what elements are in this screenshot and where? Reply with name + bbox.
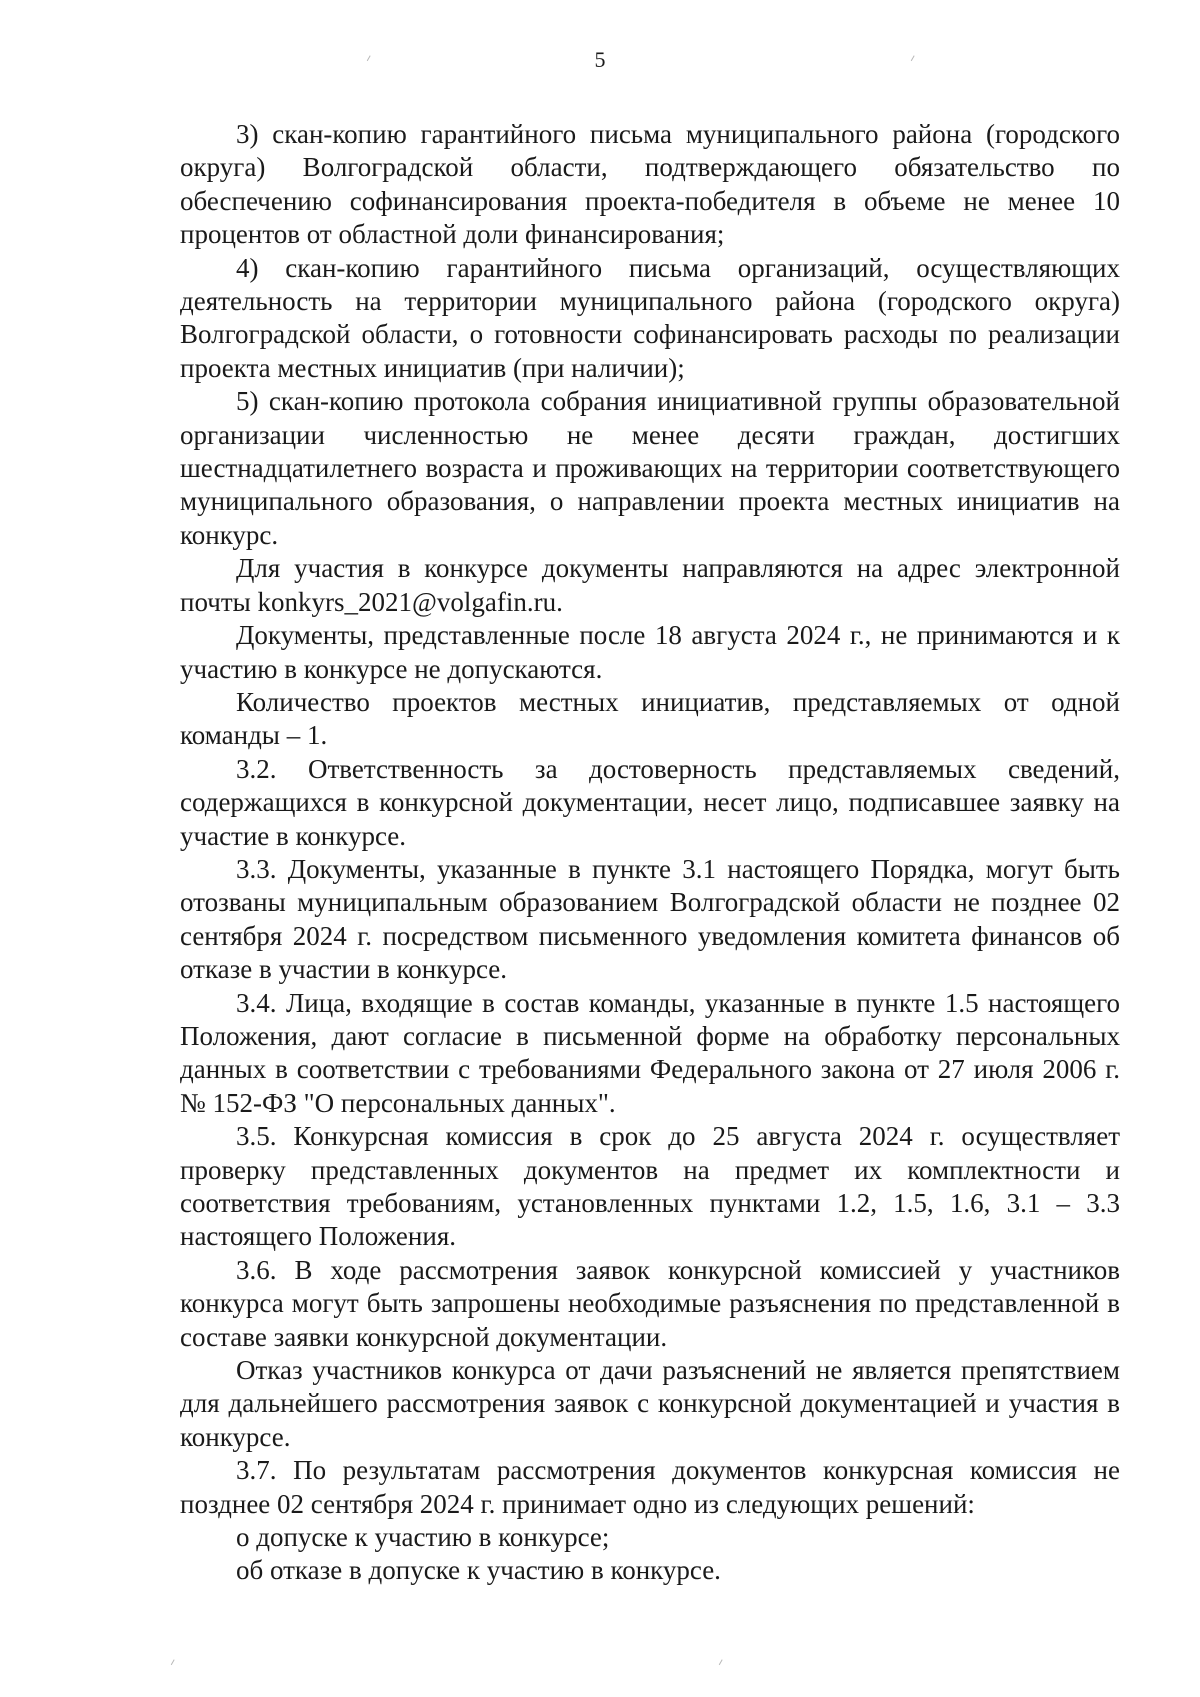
paragraph-3-7: 3.7. По результатам рассмотрения документов конкурсная комиссия не позднее 02 сентября 2024 г. принимает одно из следующих решений: <box>180 1455 1120 1519</box>
paragraph-3-5: 3.5. Конкурсная комиссия в срок до 25 августа 2024 г. осуществляет проверку представленных документов на предмет их комплектности и соответствия требованиям, установленных пунктами 1.2, 1.5, 1.6, 3.1 – 3.3 настоящего Положения. <box>180 1121 1120 1252</box>
paragraph-3-4: 3.4. Лица, входящие в состав команды, указанные в пункте 1.5 настоящего Положения, дают согласие в письменной форме на обработку персональных данных в соответствии с требованиями Федерального закона от 27 июля 2006 г. № 152-ФЗ "О персональных данных". <box>180 987 1120 1118</box>
paragraph-3-2: 3.2. Ответственность за достоверность представляемых сведений, содержащихся в конкурсной документации, несет лицо, подписавшее заявку на участие в конкурсе. <box>180 753 1120 851</box>
paragraph-item-4: 4) скан-копию гарантийного письма организаций, осуществляющих деятельность на территории муниципального района (городского округа) Волгоградской области, о готовности софинансировать расходы по реализации проекта местных инициатив (при наличии); <box>180 252 1120 383</box>
decision-option-refuse: об отказе в допуске к участию в конкурсе. <box>236 1555 721 1586</box>
document-body <box>180 118 1120 1588</box>
page-number: 5 <box>594 47 606 72</box>
decision-option-admit: о допуске к участию в конкурсе; <box>236 1522 610 1553</box>
scan-mark <box>171 1659 177 1666</box>
paragraph-item-3: 3) скан-копию гарантийного письма муниципального района (городского округа) Волгоградской области, подтверждающего обязательство по обеспечению софинансирования проекта-победителя в объеме не менее 10 процентов от областной доли финансирования; <box>180 119 1120 250</box>
paragraph-3-6: 3.6. В ходе рассмотрения заявок конкурсной комиссией у участников конкурса могут быть запрошены необходимые разъяснения по представленной в составе заявки конкурсной документации. <box>180 1254 1120 1352</box>
paragraph-refusal: Отказ участников конкурса от дачи разъяснений не является препятствием для дальнейшего рассмотрения заявок с конкурсной документацией и участия в конкурсе. <box>180 1355 1120 1452</box>
paragraph-project-count: Количество проектов местных инициатив, представляемых от одной команды – 1. <box>180 686 1120 751</box>
paragraph-deadline: Документы, представленные после 18 августа 2024 г., не принимаются и к участию в конкурсе не допускаются. <box>180 620 1120 684</box>
paragraph-3-3: 3.3. Документы, указанные в пункте 3.1 настоящего Порядка, могут быть отозваны муниципальным образованием Волгоградской области не позднее 02 сентября 2024 г. посредством письменного уведомления комитета финансов об отказе в участии в конкурсе. <box>180 853 1120 985</box>
paragraph-item-5: 5) скан-копию протокола собрания инициативной группы образовательной организации численностью не менее десяти граждан, достигших шестнадцатилетнего возраста и проживающих на территории соответствующего муниципального образования, о направлении проекта местных инициатив на конкурс. <box>180 386 1120 550</box>
scan-mark <box>719 1659 725 1666</box>
paragraph-email: Для участия в конкурсе документы направляются на адрес электронной почты konkyrs_2021@volgafin.ru. <box>180 553 1120 617</box>
